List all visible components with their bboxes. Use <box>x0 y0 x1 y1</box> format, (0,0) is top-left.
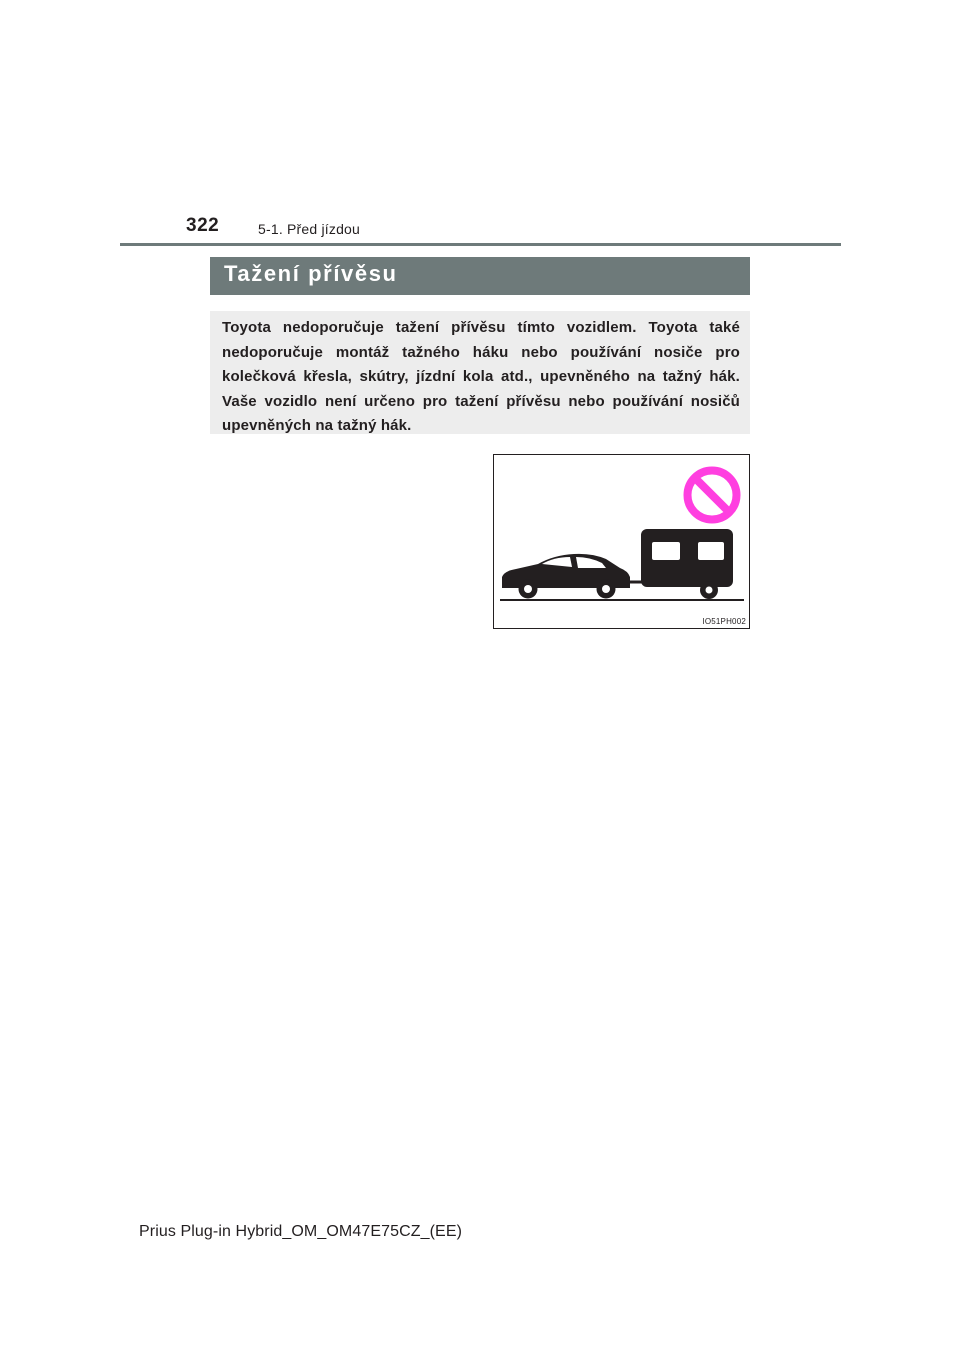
footer-manual-id: Prius Plug-in Hybrid_OM_OM47E75CZ_(EE) <box>139 1223 463 1240</box>
intro-box <box>210 311 750 434</box>
section-title: Tažení přívěsu <box>224 261 398 286</box>
header-rule <box>120 243 841 246</box>
figure-code: IO51PH002 <box>702 617 746 626</box>
page-number: 322 <box>186 215 220 236</box>
trailer-icon <box>625 529 733 599</box>
towing-figure <box>493 454 750 629</box>
prohibition-icon <box>688 471 737 520</box>
car-icon <box>502 554 630 599</box>
intro-text: Toyota nedoporučuje tažení přívěsu tímto vozidlem. Toyota také nedoporučuje montáž tažného háku nebo používání nosiče pro kolečková křesla, skútry, jízdní kola atd., upevněného na tažný hák. Vaše vozidlo není určeno pro tažení přívěsu nebo používání nosičů upevněných na tažný hák. <box>222 319 740 435</box>
breadcrumb: 5-1. Před jízdou <box>258 221 361 237</box>
section-title-bar <box>210 257 750 295</box>
towing-illustration <box>494 455 749 628</box>
